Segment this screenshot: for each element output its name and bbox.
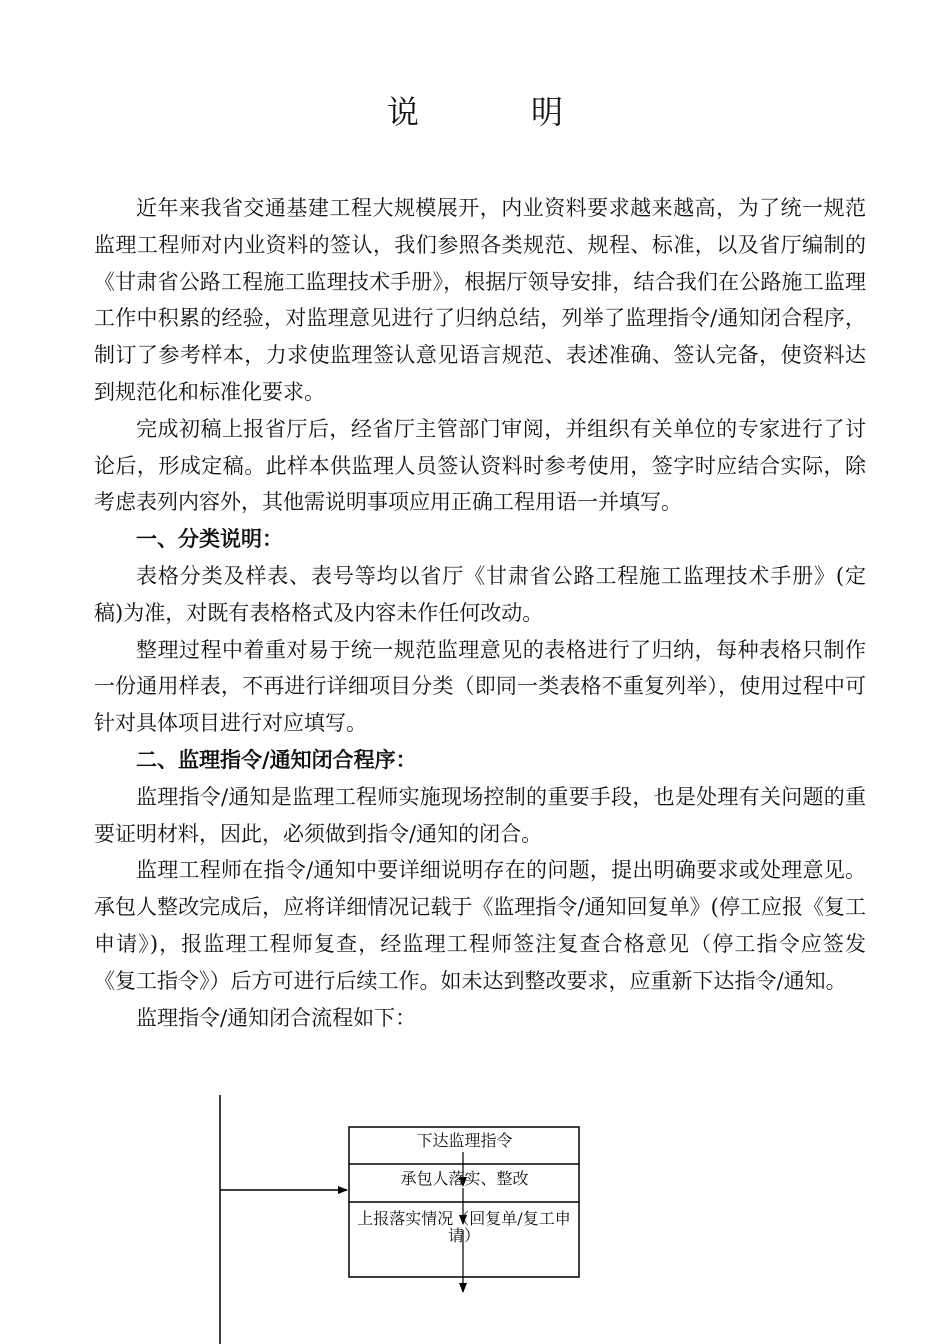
- paragraph-intro: 近年来我省交通基建工程大规模展开，内业资料要求越来越高，为了统一规范监理工程师对内业资料的签认，我们参照各类规范、规程、标准，以及省厅编制的《甘肃省公路工程施工监理技术手册》，根据厅领导安排，结合我们在公路施工监理工作中积累的经验，对监理意见进行了归纳总结，列举了监理指令/通知闭合程序，制订了参考样本，力求使监理签认意见语言规范、表述准确、签认完备，使资料达到规范化和标准化要求。: [94, 196, 866, 404]
- paragraph-classification-basis: 表格分类及样表、表号等均以省厅《甘肃省公路工程施工监理技术手册》(定稿)为准，对既有表格格式及内容未作任何改动。: [94, 563, 866, 625]
- paragraph-instruction-importance: 监理指令/通知是监理工程师实施现场控制的重要手段，也是处理有关问题的重要证明材料，因此，必须做到指令/通知的闭合。: [94, 784, 866, 846]
- paragraph-classification-process: 整理过程中着重对易于统一规范监理意见的表格进行了归纳，每种表格只制作一份通用样表，不再进行详细项目分类（即同一类表格不重复列举），使用过程中可针对具体项目进行对应填写。: [94, 637, 866, 736]
- section-heading-closure-procedure: 二、监理指令/通知闭合程序：: [136, 747, 417, 772]
- section-heading-classification: 一、分类说明：: [136, 527, 283, 552]
- closure-flowchart: [0, 1080, 950, 1344]
- flow-step-issue-instruction: 下达监理指令: [416, 1131, 513, 1150]
- paragraph-finalization: 完成初稿上报省厅后，经省厅主管部门审阅，并组织有关单位的专家进行了讨论后，形成定稿。此样本供监理人员签认资料时参考使用，签字时应结合实际，除考虑表列内容外，其他需说明事项应用正确工程用语一并填写。: [94, 416, 866, 515]
- document-body: [94, 190, 866, 1036]
- paragraph-instruction-details: 监理工程师在指令/通知中要详细说明存在的问题，提出明确要求或处理意见。承包人整改完成后，应将详细情况记载于《监理指令/通知回复单》(停工应报《复工申请》)，报监理工程师复查，经监理工程师签注复查合格意见（停工指令应签发《复工指令》）后方可进行后续工作。如未达到整改要求，应重新下达指令/通知。: [94, 858, 866, 993]
- flow-step-contractor-rectify: 承包人落实、整改: [400, 1169, 529, 1188]
- flow-step-report-status: 上报落实情况（回复单/复工申请）: [357, 1209, 571, 1245]
- page-title: 说 明: [386, 93, 603, 131]
- paragraph-flow-intro: 监理指令/通知闭合流程如下：: [136, 1005, 417, 1030]
